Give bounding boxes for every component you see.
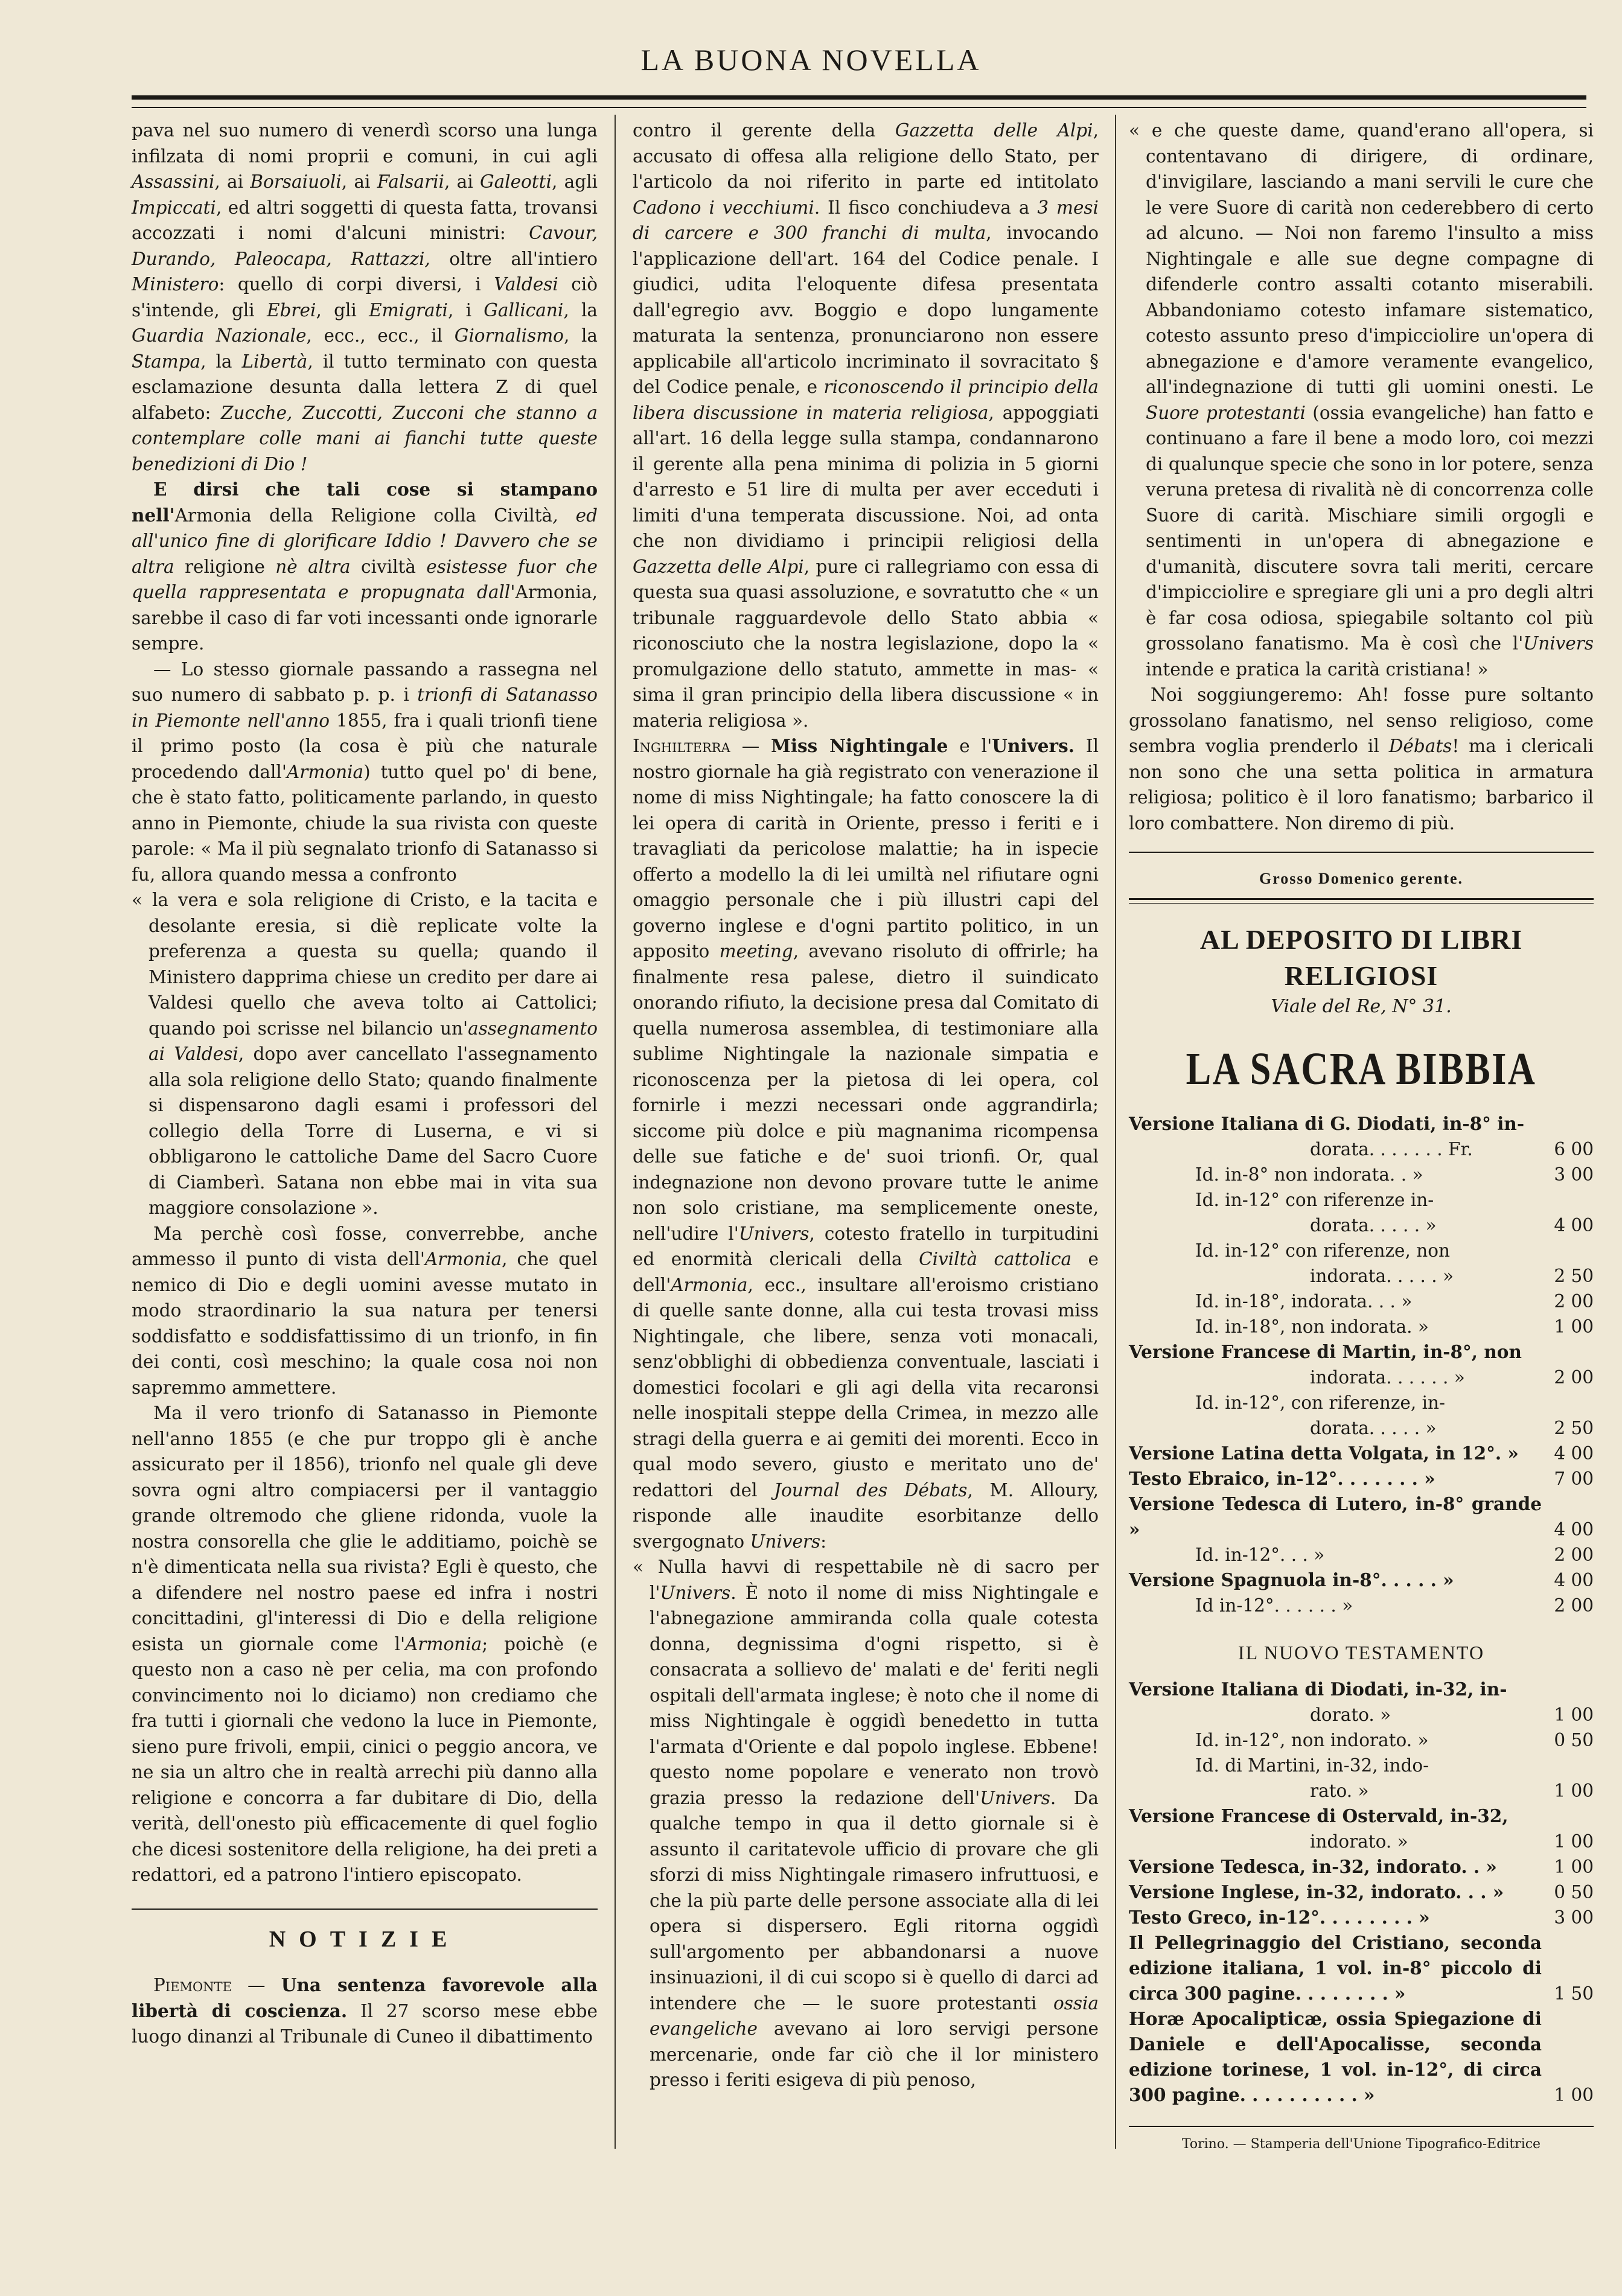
text-run: ; poichè (e questo non a caso nè per celia, ma con profondo convincimento noi lo diciamo) non crediamo che fra tutti i giornali che vedono la luce in Piemonte, sieno pure frivoli, empii, cinici o peggio ancora, ve ne sia un altro che in realtà arrechi più danno alla religione e concorra a far dubitare di Dio, della verità, dell'onesto più efficacemente di quel foglio che dicesi sostenitore della religione, ha dei preti a redattori, ed a patrono l'intiero episcopato. [132,1633,598,1885]
ad-title: LA SACRA BIBBIA [1186,1044,1537,1094]
item-price: 4 00 [1554,1519,1594,1540]
text-run: Ma perchè così fosse, converrebbe, anche ammesso il punto di vista dell' [132,1223,598,1269]
text-run: : quello di corpi diversi, i [219,274,494,295]
text-run: Univers [980,1787,1050,1808]
item-price: 2 00 [1554,1291,1594,1312]
price-row [1129,1593,1594,1618]
text-run: ossia evangeliche [650,1992,1099,2039]
item-label: Versione Tedesca di Lutero, in-8° grande » [1129,1493,1542,1540]
text-run: Gallicani [484,299,564,320]
price-row [1129,1542,1594,1567]
text-run: ! ma i clericali non sono che una setta politica in armatura religiosa; politico è il loro fanatismo; barbarico il loro combattere. Non diremo di più. [1129,736,1594,834]
text-run: , ecc., insultare all'eroismo cristiano di quelle sante donne, alla cui testa trovasi miss Nightingale, che libere, senza voti monacali, senz'obblighi di obbedienza conventuale, lasciati i domestici focolari e gli agi della vita recaronsi nelle inospitali steppe della Crimea, in mezzo alle stragi della guerra e ai gemiti dei morenti. Ecco in qual modo severo, giusto e meritato uno de' redattori del [633,1274,1099,1500]
text-run: Il 27 scorso mese ebbe luogo dinanzi al Tribunale di Cuneo il dibattimento [132,2000,598,2047]
text-run: ) tutto quel po' di bene, che è stato fatto, politicamente parlando, in questo anno in Piemonte, chiude la sua rivista con queste parole: « Ma il più segnalato trionfo di Satanasso si fu, allora quando messa a confronto [132,761,598,885]
item-label: Id. di Martini, in-32, indo- [1195,1755,1429,1776]
text-run: , M. Alloury, risponde alle inaudite esorbitanze dello svergognato [633,1479,1099,1552]
text-run: Armonia [515,582,592,602]
text-run: Univers [1523,633,1594,654]
price-row [1129,1677,1594,1702]
paragraph [633,118,1099,733]
text-run: Cadono i vecchiumi [633,197,814,218]
item-price: 4 00 [1554,1570,1594,1590]
text-run: Armonia [286,761,364,782]
item-price: 0 50 [1554,1881,1594,1902]
text-run: la vera e sola religione di Cristo, e la tacita e desolante eresia, si diè replicate volte la preferenza a questa su quella; quando il Ministero dapprima chiese un credito per dare ai Valdesi quello che aveva tolto ai Cattolici; quando poi scrisse nel bilancio un' [148,890,598,1039]
text-run: Nulla havvi di respettabile nè di sacro per l' [650,1557,1099,1603]
item-label: Id. in-12° con riferenze in- [1195,1190,1434,1210]
text-run: Gazzetta delle Alpi [895,120,1093,141]
paragraph [633,733,1099,1554]
item-label: Id. in-12° con riferenze, non [1195,1240,1451,1261]
item-label: dorato. » [1310,1704,1391,1725]
text-run: Galeotti [480,171,552,192]
text-run: , agli [551,171,598,192]
item-price: 7 00 [1554,1468,1594,1489]
text-run: Journal des Débats [774,1479,968,1500]
text-run: . Da qualche tempo in qua il detto giornale si è assunto il caritatevole ufficio di provare che gli sforzi di miss Nightingale rimasero infruttuosi, e che la più parte delle persone associate alla di lei opera si dispersero. Egli ritorna oggidì sull'argomento per abbandonarsi a nuove insinuazioni, il di cui scopo si è quello di darci ad intendere che — le suore protestanti [650,1787,1099,2014]
item-label: rato. » [1310,1780,1369,1801]
text-run: Giornalismo [454,325,564,346]
header-rule [132,95,1586,108]
item-label: Versione Spagnuola in-8°. . . . . » [1129,1569,1454,1590]
item-label: dorata. . . . . . . Fr. [1310,1139,1473,1159]
item-label: Versione Latina detta Volgata, in 12°. » [1129,1443,1519,1464]
text-run: meeting [719,941,793,961]
text-run: Civiltà cattolica [919,1249,1072,1269]
text-run: Univers [750,1531,821,1552]
paragraph [132,1400,598,1888]
text-run: e dell' [633,1249,1099,1295]
text-run: Emigrati [369,299,448,320]
price-list [1129,1677,1594,2108]
text-run: , ed all'unico fine di glorificare Iddio ! Davvero che se altra [132,505,598,577]
ad-address: Viale del Re, N° 31. [1271,995,1452,1017]
text-run: Libertà [241,351,308,372]
item-price: 1 00 [1554,1831,1594,1852]
item-price: 2 00 [1554,1545,1594,1565]
text-run: , invocando l'applicazione dell'art. 164 del Codice penale. I giudici, udita l'eloquente difesa presentata dall'egregio avv. Boggio e dopo lungamente maturata la sentenza, pronunciarono non essere applicabile all'articolo incriminato il sovracitato § del Codice penale, e [633,223,1099,397]
text-run: Univers. [992,735,1074,756]
item-label: Id. in-18°, indorata. . . » [1195,1291,1413,1312]
item-label: Id. in-12°. . . » [1195,1545,1325,1565]
paragraph [132,477,598,657]
price-row [1129,1415,1594,1441]
item-price: 0 50 [1554,1729,1594,1750]
paragraph [132,657,598,888]
text-run: Il nostro giornale ha già registrato con venerazione il nome di miss Nightingale; ha fatto conoscere la di lei opera di carità in Oriente, presso i feriti e i travagliati da pericolose malattie; ha in ispecie offerto a modello la di lei umiltà nel rifiutare ogni omaggio personale che i più illustri capi del governo inglese e d'ogni partito politico, in un apposito [633,736,1099,961]
item-label: Id. in-18°, non indorata. » [1195,1316,1429,1337]
price-row [1129,1339,1594,1365]
item-label: Versione Francese di Ostervald, in-32, [1129,1805,1509,1826]
text-run: ciò s'intende, gli [132,274,598,320]
price-row [1129,1778,1594,1803]
price-row [1129,1187,1594,1213]
price-list [1129,1111,1594,1618]
text-run: Suore protestanti [1146,402,1306,423]
text-run: Borsaiuoli [250,171,342,192]
text-run: Falsarii [377,171,444,192]
item-price: 6 00 [1554,1139,1594,1159]
text-run: Ma il vero trionfo di Satanasso in Piemonte nell'anno 1855 (e che pur troppo gli è anche assicurato per il 1856), trionfo nel quale gli deve sovra ogni altro compiacersi per il vantaggio grande oltremodo che gliene ridonda, vuole la nostra consorella che glie le additiamo, poichè se n'è dimenticata nella sua rivista? Egli è questo, che a difendere nel nostro paese ed infra i nostri concittadini, gl'interessi di Dio e della religione esista un giornale come l' [132,1403,598,1654]
text-run: , avevano risoluto di offrirle; ha finalmente resa palese, dietro il suindicato onorando rifiuto, la decisione presa dal Comitato di quella numerosa assemblea, di testimoniare alla sublime Nightingale la nazionale simpatia e riconoscenza per la pietosa di lei opera, col fornirle i mezzi necessari onde aggrandirla; siccome più dolce e più magnanima ricompensa delle sue fatiche e de' suoi trionfi. Or, qual indegnazione non devono provare tutte le anime non solo cristiane, ma semplicemente oneste, nell'udire l' [633,941,1099,1244]
ad-section-heading: IL NUOVO TESTAMENTO [1237,1642,1485,1663]
text-run: , dopo aver cancellato l'assegnamento alla sola religione dello Stato; quando finalmente si dispensarono dagli esami i professori del collegio della Torre di Luserna, e vi si obbligarono le cattoliche Dame del Sacro Cuore di Ciamberì. Satana non ebbe mai in vita sua maggiore consolazione ». [148,1044,598,1218]
text-run: — Lo stesso giornale passando a rassegna nel suo numero di sabbato p. p. i [132,659,598,705]
text-run: Ebrei [267,299,316,320]
text-run: , sarebbe il caso di far voti incessanti onde ignorarle sempre. [132,582,598,654]
section-rule [1129,852,1594,853]
price-row [1129,1390,1594,1415]
item-price: 2 00 [1554,1367,1594,1388]
text-run: Armonia della Religione colla Civiltà [174,505,553,526]
item-price: 1 00 [1554,1856,1594,1877]
price-row [1129,1162,1594,1187]
text-run: , ecc., ecc., il [306,325,455,346]
text-run: trionfi di Satanasso in Piemonte nell'anno [132,684,598,731]
price-row [1129,1905,1594,1930]
text-run: esistesse fuor che quella rappresentata e propugnata dall' [132,556,598,602]
price-row [1129,1702,1594,1727]
item-label: Il Pellegrinaggio del Cristiano, seconda edizione italiana, 1 vol. in-8° piccolo di circa 300 pagine. . . . . . . . » [1129,1931,1542,2004]
text-run: oltre all'intiero [430,248,598,269]
price-row [1129,1466,1594,1491]
text-run: Gazzetta delle Alpi [633,556,804,577]
text-run: , il tutto terminato con questa esclamazione desunta dalla lettera Z di quel alfabeto: [132,351,598,423]
item-label: Testo Greco, in-12°. . . . . . . . » [1129,1906,1430,1928]
paragraph [132,1221,598,1401]
item-label: Versione Italiana di Diodati, in-32, in- [1129,1678,1507,1700]
column-left [132,118,598,2050]
item-price: 4 00 [1554,1215,1594,1236]
text-run: Miss Nightingale [771,735,948,756]
column-right [1129,118,1594,2157]
text-run: , ai [341,171,377,192]
item-price: 2 00 [1554,1595,1594,1616]
text-run: Valdesi [494,274,558,295]
quotation [1129,118,1594,682]
text-run: Noi soggiungeremo: Ah! fosse pure soltanto grossolano fanatismo, nel senso religioso, come sembra voglia prenderlo il [1129,684,1594,756]
manager-signature: Grosso Domenico gerente. [1259,870,1464,887]
text-run: — [730,736,771,756]
text-run: . Il fisco conchiudeva a [814,197,1038,218]
item-label: indorata. . . . . . » [1310,1367,1465,1388]
text-run: E dirsi che tali cose si stampano nell' [132,479,598,526]
price-row [1129,1727,1594,1753]
text-run: . È noto il nome di miss Nightingale e l'abnegazione ammiranda colla quale cotesta donna, degnissima d'ogni rispetto, si è consacrata a sollievo de' malati e de' feriti negli ospitali dell'armata inglese; è noto che il nome di miss Nightingale è oggidì benedetto in tutta l'armata d'Oriente e dal popolo inglese. Ebbene! questo nome popolare e venerato non trovò grazia presso la redazione dell' [650,1582,1099,1808]
text-run: — [231,1975,281,1995]
section-heading: NOTIZIE [269,1926,461,1952]
text-run: , ed altri soggetti di questa fatta, trovansi accozzati i nomi d'alcuni ministri: [132,197,598,243]
item-label: Id. in-8° non indorata. . » [1195,1164,1423,1185]
column-separator [1115,115,1116,2149]
text-run: , la [200,351,242,372]
text-run: Cavour, Durando, Paleocapa, Rattazzi, [132,223,598,269]
text-run: Inghilterra [633,736,730,756]
text-run: , ai [444,171,480,192]
item-label: Id. in-12°, con riferenze, in- [1195,1392,1446,1413]
item-label: Versione Francese di Martin, in-8°, non [1129,1341,1522,1362]
item-price: 1 00 [1554,1780,1594,1801]
text-run: Assassini [132,171,215,192]
text-run: e che queste dame, quand'erano all'opera, si contentavano di dirigere, di ordinare, d'invigilare, lasciando a mani servili le cure che le vere Suore di carità non cederebbero di certo ad alcuno. — Noi non faremo l'insulto a miss Nightingale e alle sue degne compagne di difenderle contro assalti cotanto miserabili. Abbandoniamo cotesto infamare sistematico, cotesto assunto preso d'impicciolire un'opera di abnegazione e d'amore veramente evangelico, all'indegnazione di tutti gli uomini onesti. Le [1146,120,1594,397]
column-separator [615,115,616,2149]
text-run: , gli [316,299,369,320]
text-run: Zucche, Zuccotti, Zucconi che stanno a contemplare colle mani ai fianchi tutte queste benedizioni di Dio ! [132,402,598,474]
price-row [1129,2006,1594,2108]
text-run: , cotesto fratello in turpitudini ed enormità clericali della [633,1223,1099,1269]
item-label: indorato. » [1310,1831,1408,1852]
text-run: , che quel nemico di Dio e degli uomini avesse mutato in modo straordinario la sua natura per tenersi soddisfatto e soddisfattissimo di un trionfo, in fin dei conti, così meschino; la quale cosa noi non sapremmo ammettere. [132,1249,598,1398]
item-label: dorata. . . . . » [1310,1418,1437,1438]
price-row [1129,1238,1594,1263]
text-run: Armonia [424,1249,502,1269]
text-run: , i [447,299,484,320]
paragraph [132,1972,598,2050]
item-label: Testo Ebraico, in-12°. . . . . . . » [1129,1468,1435,1489]
item-price: 3 00 [1554,1907,1594,1928]
text-run: intende e pratica la carità cristiana! » [1146,659,1489,680]
item-label: dorata. . . . . » [1310,1215,1437,1236]
text-run: e l' [948,736,992,756]
price-row [1129,1263,1594,1289]
text-run: Débats [1388,736,1452,756]
text-run: riconoscendo il principio della libera discussione in materia religiosa [633,377,1099,423]
item-label: Versione Italiana di G. Diodati, in-8° in- [1129,1113,1525,1134]
quotation [633,1554,1099,2093]
item-price: 1 00 [1554,1704,1594,1725]
item-price: 1 50 [1554,1983,1594,2004]
price-row [1129,1111,1594,1137]
text-run: 3 mesi di carcere e 300 franchi di multa [633,197,1099,243]
ad-rule [1129,898,1594,904]
text-run: Impiccati [132,197,216,218]
text-run: Univers [660,1582,731,1603]
item-price: 4 00 [1554,1443,1594,1464]
price-row [1129,1441,1594,1466]
ad-heading: AL DEPOSITO DI LIBRI RELIGIOSI [1199,923,1523,991]
item-label: indorata. . . . . » [1310,1266,1454,1286]
text-run: , la [563,325,598,346]
price-row [1129,1137,1594,1162]
advertisement [1129,922,1594,2158]
item-price: 1 00 [1554,2084,1594,2105]
text-run: : [820,1531,827,1552]
price-row [1129,1880,1594,1905]
text-run: civiltà [361,556,416,577]
column-middle [633,118,1099,2093]
page-title: LA BUONA NOVELLA [640,43,982,77]
price-row [1129,1854,1594,1880]
item-label: Versione Inglese, in-32, indorato. . . » [1129,1881,1504,1902]
price-row [1129,1213,1594,1238]
item-label: Id. in-12°, non indorato. » [1195,1729,1429,1750]
price-row [1129,1314,1594,1339]
item-price: 3 00 [1554,1164,1594,1185]
price-row [1129,1491,1594,1542]
text-run: contro il gerente della [633,120,895,141]
text-run: , accusato di offesa alla religione dello Stato, per l'articolo da noi riferito in parte ed intitolato [633,120,1099,192]
text-run: , appoggiati all'art. 16 della legge sulla stampa, condannarono il gerente alla pena minima di polizia in 5 giorni d'arresto e 51 lire di multa per aver ecceduti i limiti d'una temperata discussione. Noi, ad onta che non dividiamo i principii religiosi della [633,402,1099,551]
item-price: 2 50 [1554,1418,1594,1438]
quotation [132,887,598,1221]
item-price: 2 50 [1554,1266,1594,1286]
paragraph [132,118,598,477]
paragraph [1129,682,1594,836]
price-row [1129,1289,1594,1314]
text-run: Una sentenza favorevole alla libertà di coscienza. [132,1974,598,2021]
text-run: Armonia [671,1274,748,1295]
text-run: nè altra [264,556,362,577]
text-run: pava nel suo numero di venerdì scorso una lunga infilzata di nomi proprii e comuni, in cui agli [132,120,598,167]
text-run: Ministero [132,274,219,295]
text-run: Univers [738,1223,809,1244]
section-rule [132,1909,598,1910]
text-run: 1855, fra i quali trionfi tiene il primo posto (la cosa è più che naturale procedendo dall' [132,710,598,782]
text-run: Stampa [132,351,201,372]
price-row [1129,1829,1594,1854]
text-run: Guardia Nazionale [132,325,307,346]
price-row [1129,1930,1594,2006]
text-run: Armonia [405,1633,482,1654]
price-row [1129,1567,1594,1593]
text-run: , pure ci rallegriamo con essa di questa sua quasi assoluzione, e sovratutto che « un tribunale ragguardevole dello Stato abbia « riconosciuto che la nostra legislazione, dopo la « promulgazione dello statuto, ammette in mas- « sima il gran principio della libera discussione « in materia religiosa ». [633,556,1099,731]
text-run: religione [184,556,265,577]
text-run: Piemonte [153,1975,232,1995]
text-run: , la [563,299,598,320]
printer-imprint: Torino. — Stamperia dell'Unione Tipografico-Editrice [1129,2126,1594,2158]
item-label: Horæ Apocalipticæ, ossia Spiegazione di Daniele e dell'Apocalisse, seconda edizione torinese, 1 vol. in-12°, di circa 300 pagine. . . . . . . . . . » [1129,2007,1542,2105]
price-row [1129,1753,1594,1778]
item-label: Versione Tedesca, in-32, indorato. . » [1129,1855,1497,1877]
item-label: Id in-12°. . . . . . » [1195,1595,1353,1616]
text-run: (ossia evangeliche) han fatto e continuano a fare il bene a modo loro, coi mezzi di qualunque specie che sono in lor potere, senza veruna pretesa di rivalità nè di concorrenza colle Suore di carità. Mischiare simili orgogli e sentimenti in un'opera di abnegazione e d'umanità, discutere sovra tali meriti, cercare d'impicciolire e spregiare gli uni a pro degli altri è far cosa odiosa, spiegabile soltanto col più grossolano fanatismo. Ma è così che l' [1146,402,1594,654]
text-run: avevano ai loro servigi persone mercenarie, onde far ciò che il lor ministero presso i feriti esigeva di più penoso, [650,2018,1099,2090]
text-run: , ai [214,171,251,192]
item-price: 1 00 [1554,1316,1594,1337]
price-row [1129,1365,1594,1390]
text-run: assegnamento ai Valdesi [148,1018,598,1064]
price-row [1129,1803,1594,1829]
